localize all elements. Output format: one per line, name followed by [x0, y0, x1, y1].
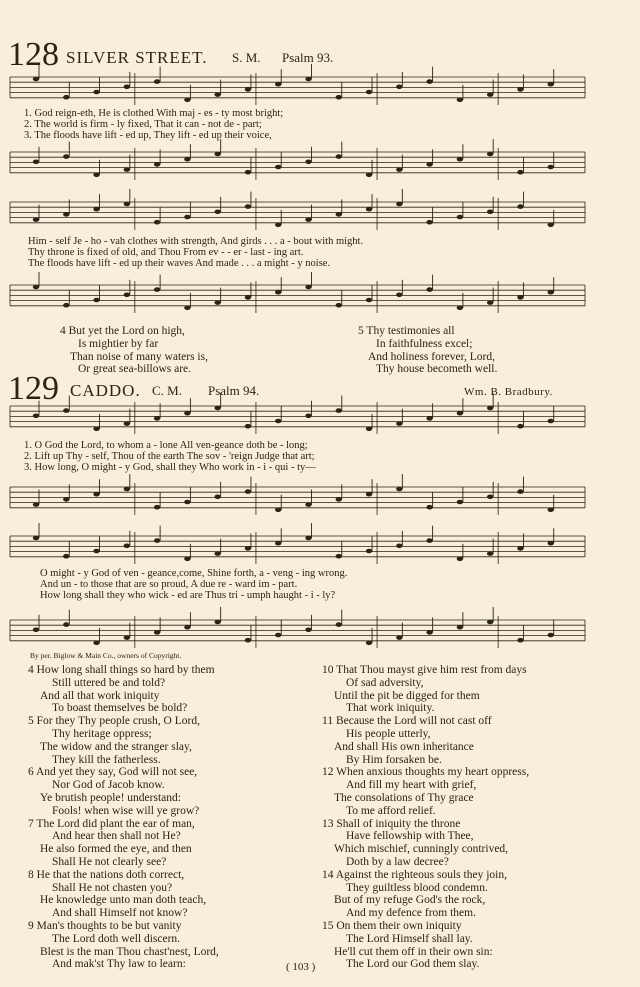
hymn-128-verse-5 — [358, 325, 497, 376]
hymn-129-lyrics-system-2 — [40, 568, 600, 601]
note-head — [426, 416, 432, 421]
verse-line: But of my refuge God's the rock, — [334, 894, 486, 907]
verse-text: How long shall things so hard by them — [36, 664, 215, 676]
note-head — [275, 165, 281, 170]
note-head — [336, 408, 342, 413]
note-head — [184, 98, 190, 103]
note-head — [366, 641, 372, 646]
lyric-line: 2. The world is firm - ly fixed, That it can - not de - part; — [24, 119, 262, 130]
verse-line — [28, 715, 219, 728]
note-head — [154, 416, 160, 421]
verse-12 — [322, 766, 529, 817]
note-head — [63, 154, 69, 159]
verse-line: The widow and the stranger slay, — [40, 740, 192, 753]
note-head — [275, 633, 281, 638]
note-head — [487, 152, 493, 157]
verse-line: Doth by a law decree? — [346, 855, 449, 868]
note-head — [457, 157, 463, 162]
note-head — [396, 293, 402, 298]
note-head — [426, 162, 432, 167]
verse-line: Thy heritage oppress; — [52, 727, 152, 740]
note-head — [517, 204, 523, 209]
verse-text: And yet they say, God will not see, — [36, 766, 198, 779]
note-head — [154, 79, 160, 84]
verse-number: 5 — [28, 715, 34, 728]
copyright-note: By per. Biglow & Main Co., owners of Copyright. — [30, 651, 182, 660]
verse-line: And holiness forever, Lord, — [368, 350, 495, 363]
note-head — [517, 295, 523, 300]
note-head — [63, 622, 69, 627]
hymn-128-verse-4 — [60, 325, 208, 376]
lyric-line: 1. O God the Lord, to whom a - lone All ven-geance doth be - long; — [24, 440, 308, 451]
note-head — [33, 536, 39, 541]
verse-number: 12 — [322, 766, 334, 779]
verse-line: And hear then shall not He? — [52, 830, 181, 843]
lyric-line: Thy throne is fixed of old, and Thou From ev - - er - last - ing art. — [28, 247, 304, 258]
note-head — [275, 290, 281, 295]
verse-line — [322, 664, 529, 677]
note-head — [124, 202, 130, 207]
note-head — [366, 207, 372, 212]
verse-line — [322, 818, 529, 831]
note-head — [426, 220, 432, 225]
verse-line: To boast themselves be bold? — [52, 702, 188, 715]
hymn-129-composer: Wm. B. Bradbury. — [464, 386, 553, 398]
verse-line: And mak'st Thy law to learn: — [52, 958, 186, 971]
note-head — [93, 207, 99, 212]
verse-line — [28, 766, 219, 779]
note-head — [305, 414, 311, 419]
verse-line: And fill my heart with grief, — [346, 779, 477, 792]
note-head — [487, 406, 493, 411]
note-head — [214, 551, 220, 556]
note-head — [396, 421, 402, 426]
hymn-128-title: SILVER STREET. — [66, 48, 208, 67]
verse-text: For they Thy people crush, O Lord, — [36, 715, 200, 728]
note-head — [275, 82, 281, 87]
note-head — [245, 546, 251, 551]
verse-line: Until the pit be digged for them — [334, 689, 480, 702]
note-head — [366, 173, 372, 178]
verse-line: His people utterly, — [346, 727, 431, 740]
note-head — [336, 622, 342, 627]
hymn-129-psalm: Psalm 94. — [208, 383, 260, 398]
note-head — [548, 633, 554, 638]
note-head — [336, 212, 342, 217]
verse-text: When anxious thoughts my heart oppress, — [336, 766, 530, 779]
note-head — [426, 630, 432, 635]
note-head — [426, 287, 432, 292]
note-head — [487, 620, 493, 625]
note-head — [33, 217, 39, 222]
verse-line: The consolations of Thy grace — [334, 791, 474, 804]
verse-13 — [322, 818, 529, 869]
note-head — [305, 285, 311, 290]
note-head — [245, 170, 251, 175]
note-head — [457, 98, 463, 103]
verse-line: But yet the Lord on high, — [68, 325, 185, 337]
note-head — [184, 625, 190, 630]
note-head — [457, 500, 463, 505]
note-head — [154, 162, 160, 167]
note-head — [396, 487, 402, 492]
note-head — [426, 538, 432, 543]
verse-line — [28, 920, 219, 933]
note-head — [305, 217, 311, 222]
verse-line: Shall He not chasten you? — [52, 881, 173, 894]
note-head — [336, 497, 342, 502]
verse-number: 9 — [28, 919, 34, 932]
verse-line: He also formed the eye, and then — [40, 843, 192, 856]
verse-number: 8 — [28, 868, 34, 881]
note-head — [487, 92, 493, 97]
note-head — [33, 77, 39, 82]
verse-number: 7 — [28, 817, 34, 830]
note-head — [245, 424, 251, 429]
note-head — [336, 95, 342, 100]
note-head — [93, 298, 99, 303]
note-head — [517, 87, 523, 92]
verse-line: The Lord our God them slay. — [346, 958, 480, 971]
note-head — [305, 77, 311, 82]
note-head — [124, 167, 130, 172]
verse-line — [28, 869, 219, 882]
note-head — [517, 638, 523, 643]
verse-line: Blest is the man Thou chast'nest, Lord, — [40, 945, 219, 958]
verse-text: Shall of iniquity the throne — [336, 817, 461, 830]
hymn-128-meter: S. M. — [232, 50, 261, 65]
verse-line — [322, 869, 529, 882]
note-head — [124, 293, 130, 298]
hymn-129-verses-right — [322, 664, 529, 971]
note-head — [214, 406, 220, 411]
verse-line: Nor God of Jacob know. — [52, 779, 165, 792]
note-head — [124, 487, 130, 492]
note-head — [336, 554, 342, 559]
note-head — [184, 557, 190, 562]
verse-line — [28, 664, 219, 677]
note-head — [154, 505, 160, 510]
note-head — [275, 223, 281, 228]
note-head — [124, 544, 130, 549]
verse-line: Than noise of many waters is, — [70, 350, 208, 363]
note-head — [366, 492, 372, 497]
note-head — [33, 628, 39, 633]
verse-line: In faithfulness excel; — [376, 337, 473, 350]
lyric-line: And un - to those that are so proud, A due re - ward im - part. — [40, 579, 298, 590]
note-head — [33, 414, 39, 419]
note-head — [214, 495, 220, 500]
note-head — [305, 160, 311, 165]
verse-number: 11 — [322, 715, 334, 728]
verse-15 — [322, 920, 529, 971]
verse-text: Against the righteous souls they join, — [335, 868, 507, 881]
verse-line: The Lord doth well discern. — [52, 932, 181, 945]
note-head — [245, 87, 251, 92]
note-head — [426, 79, 432, 84]
verse-number: 4 — [60, 325, 66, 337]
note-head — [457, 215, 463, 220]
note-head — [426, 505, 432, 510]
lyric-line: The floods have lift - ed up their waves And made . . . a might - y noise. — [28, 258, 331, 269]
note-head — [93, 641, 99, 646]
note-head — [33, 285, 39, 290]
note-head — [366, 549, 372, 554]
note-head — [457, 625, 463, 630]
lyric-line: 3. How long, O might - y God, shall they Who work in - i - qui - ty— — [24, 462, 316, 473]
note-head — [154, 220, 160, 225]
verse-line: And shall Himself not know? — [52, 907, 188, 920]
note-head — [154, 538, 160, 543]
note-head — [305, 628, 311, 633]
verse-line: Thy house becometh well. — [376, 363, 498, 376]
note-head — [33, 502, 39, 507]
note-head — [396, 544, 402, 549]
page-number: ( 103 ) — [286, 961, 316, 973]
verse-line — [322, 920, 529, 933]
note-head — [93, 492, 99, 497]
note-head — [63, 212, 69, 217]
note-head — [93, 90, 99, 95]
verse-text: That Thou mayst give him rest from days — [336, 664, 527, 676]
verse-line — [322, 766, 529, 779]
verse-line: Still uttered be and told? — [52, 676, 166, 689]
verse-line: Shall He not clearly see? — [52, 855, 167, 868]
note-head — [366, 90, 372, 95]
verse-line: They kill the fatherless. — [52, 753, 161, 766]
note-head — [63, 95, 69, 100]
note-head — [245, 204, 251, 209]
verse-number: 6 — [28, 766, 34, 779]
verse-line — [28, 818, 219, 831]
verse-line: Or great sea-billows are. — [78, 363, 192, 376]
verse-7 — [28, 818, 219, 869]
note-head — [548, 508, 554, 513]
verse-line: Is mightier by far — [78, 337, 159, 350]
hymn-128-psalm: Psalm 93. — [282, 50, 334, 65]
note-head — [63, 408, 69, 413]
hymn-129-verses-left — [28, 664, 219, 971]
verse-line: He'll cut them off in their own sin: — [334, 945, 493, 958]
verse-text: Man's thoughts to be but vanity — [36, 919, 182, 932]
note-head — [548, 82, 554, 87]
verse-number: 4 — [28, 664, 34, 676]
verse-line: The Lord Himself shall lay. — [346, 932, 473, 945]
note-head — [366, 427, 372, 432]
note-head — [548, 541, 554, 546]
verse-line: They guiltless blood condemn. — [346, 881, 488, 894]
verse-10 — [322, 664, 529, 715]
lyric-line: 1. God reign-eth, He is clothed With maj - es - ty most bright; — [24, 108, 284, 119]
note-head — [214, 92, 220, 97]
note-head — [124, 85, 130, 90]
note-head — [305, 502, 311, 507]
verse-9 — [28, 920, 219, 971]
note-head — [305, 536, 311, 541]
note-head — [487, 300, 493, 305]
verse-number: 15 — [322, 919, 334, 932]
verse-line: Have fellowship with Thee, — [346, 830, 474, 843]
lyric-line: O might - y God of ven - geance,come, Shine forth, a - veng - ing wrong. — [40, 568, 348, 579]
note-head — [548, 290, 554, 295]
verse-text: On them their own iniquity — [336, 919, 462, 932]
note-head — [396, 202, 402, 207]
verse-line: Fools! when wise will ye grow? — [52, 804, 200, 817]
note-head — [517, 546, 523, 551]
verse-line: And all that work iniquity — [40, 689, 160, 702]
verse-line: Which mischief, cunningly contrived, — [334, 843, 509, 856]
note-head — [548, 419, 554, 424]
verse-line: Of sad adversity, — [346, 676, 424, 689]
note-head — [63, 497, 69, 502]
verse-number: 5 — [358, 325, 364, 337]
note-head — [487, 210, 493, 215]
verse-number: 10 — [322, 664, 334, 676]
note-head — [366, 298, 372, 303]
note-head — [457, 411, 463, 416]
verse-line: Ye brutish people! understand: — [40, 791, 181, 804]
note-head — [214, 152, 220, 157]
hymn-128-number: 128 — [8, 36, 59, 73]
verse-4 — [28, 664, 219, 715]
note-head — [275, 419, 281, 424]
note-head — [457, 306, 463, 311]
note-head — [63, 303, 69, 308]
note-head — [154, 630, 160, 635]
verse-number: 14 — [322, 868, 334, 881]
note-head — [63, 554, 69, 559]
verse-line: He knowledge unto man doth teach, — [40, 894, 207, 907]
note-head — [548, 223, 554, 228]
note-head — [184, 306, 190, 311]
verse-line: Thy testimonies all — [366, 325, 455, 337]
note-head — [275, 508, 281, 513]
note-head — [124, 421, 130, 426]
verse-6 — [28, 766, 219, 817]
note-head — [184, 411, 190, 416]
verse-line — [322, 715, 529, 728]
note-head — [517, 489, 523, 494]
note-head — [336, 303, 342, 308]
note-head — [124, 635, 130, 640]
verse-line: That work iniquity. — [346, 702, 435, 715]
note-head — [487, 495, 493, 500]
note-head — [245, 489, 251, 494]
hymn-129-title: CADDO. — [70, 381, 141, 400]
note-head — [245, 638, 251, 643]
verse-line: And shall His own inheritance — [334, 740, 474, 753]
hymn-129-lyrics-system-1 — [24, 440, 584, 473]
note-head — [396, 85, 402, 90]
note-head — [214, 210, 220, 215]
note-head — [396, 167, 402, 172]
verse-line: By Him forsaken be. — [346, 753, 442, 766]
verse-text: He that the nations doth correct, — [36, 868, 185, 881]
verse-text: Because the Lord will not cast off — [335, 715, 492, 728]
note-head — [93, 427, 99, 432]
verse-number: 13 — [322, 817, 334, 830]
note-head — [548, 165, 554, 170]
note-head — [517, 170, 523, 175]
note-head — [33, 160, 39, 165]
note-head — [457, 557, 463, 562]
note-head — [275, 541, 281, 546]
hymn-129-meter: C. M. — [152, 383, 182, 398]
note-head — [487, 551, 493, 556]
note-head — [396, 635, 402, 640]
note-head — [245, 295, 251, 300]
hymn-128-lyrics-system-2 — [28, 236, 588, 269]
note-head — [336, 154, 342, 159]
note-head — [214, 620, 220, 625]
verse-text: The Lord did plant the ear of man, — [36, 817, 195, 830]
verse-8 — [28, 869, 219, 920]
note-head — [93, 173, 99, 178]
note-head — [214, 300, 220, 305]
lyric-line: 3. The floods have lift - ed up, They lift - ed up their voice, — [24, 130, 272, 141]
lyric-line: How long shall they who wick - ed are Thus tri - umph haught - i - ly? — [40, 590, 336, 601]
hymn-128-lyrics-system-1 — [24, 108, 584, 141]
note-head — [184, 215, 190, 220]
note-head — [93, 549, 99, 554]
verse-line: And my defence from them. — [346, 907, 476, 920]
verse-line: To me afford relief. — [346, 804, 436, 817]
note-head — [184, 157, 190, 162]
note-head — [154, 287, 160, 292]
hymn-129-number: 129 — [8, 370, 59, 407]
note-head — [517, 424, 523, 429]
note-head — [184, 500, 190, 505]
lyric-line: 2. Lift up Thy - self, Thou of the earth The sov - 'reign Judge that art; — [24, 451, 315, 462]
lyric-line: Him - self Je - ho - vah clothes with strength, And girds . . . a - bout with might. — [28, 236, 364, 247]
verse-5 — [28, 715, 219, 766]
verse-14 — [322, 869, 529, 920]
verse-11 — [322, 715, 529, 766]
